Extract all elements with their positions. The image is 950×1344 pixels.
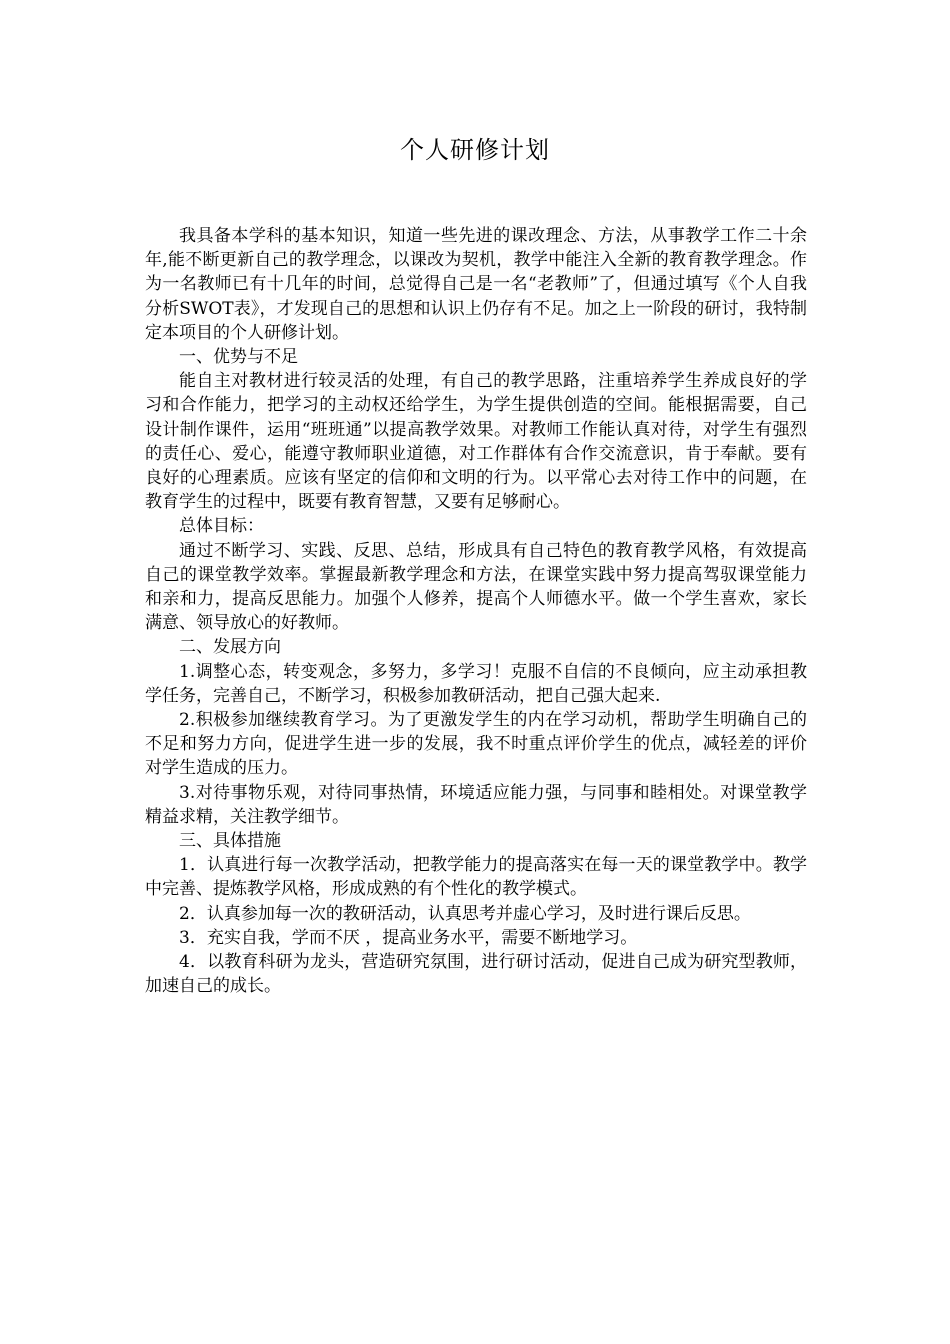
measure-item-2: 2．认真参加每一次的教研活动，认真思考并虚心学习，及时进行课后反思。 [179,903,751,924]
strengths-paragraph: 能自主对教材进行较灵活的处理，有自己的教学思路，注重培养学生养成良好的学习和合作能力，把学习的主动权还给学生，为学生提供创造的空间。能根据需要，自己设计制作课件，运用“班班通”以提高教学效果。对教师工作能认真对待，对学生有强烈的责任心、爱心，能遵守教师职业道德，对工作群体有合作交流意识，肯于奉献。要有良好的心理素质。应该有坚定的信仰和文明的行为。以平常心去对待工作中的问题，在教育学生的过程中，既要有教育智慧，又要有足够耐心。 [145,371,807,513]
measure-item-4: 4．以教育科研为龙头，营造研究氛围，进行研讨活动，促进自己成为研究型教师，加速自己的成长。 [145,952,807,997]
document-title: 个人研修计划 [400,136,550,164]
section-heading-measures: 三、具体措施 [179,831,281,852]
intro-paragraph: 我具备本学科的基本知识，知道一些先进的课改理念、方法，从事教学工作二十余年,能不断更新自己的教学理念，以课改为契机，教学中能注入全新的教育教学理念。作为一名教师已有十几年的时间，总觉得自己是一名“老教师”了，但通过填写《个人自我分析SWOT表》，才发现自己的思想和认识上仍存有不足。加之上一阶段的研讨，我特制定本项目的个人研修计划。 [145,226,807,343]
overall-goal-paragraph: 通过不断学习、实践、反思、总结，形成具有自己特色的教育教学风格，有效提高自己的课堂教学效率。掌握最新教学理念和方法，在课堂实践中努力提高驾驭课堂能力和亲和力，提高反思能力。加强个人修养，提高个人师德水平。做一个学生喜欢，家长满意、领导放心的好教师。 [145,540,807,634]
direction-item-1: 1.调整心态，转变观念，多努力，多学习！克服不自信的不良倾向，应主动承担教学任务，完善自己，不断学习，积极参加教研活动，把自己强大起来. [145,661,807,706]
direction-item-3: 3.对待事物乐观，对待同事热情，环境适应能力强，与同事和睦相处。对课堂教学精益求精，关注教学细节。 [145,782,807,827]
direction-item-2: 2.积极参加继续教育学习。为了更激发学生的内在学习动机，帮助学生明确自己的不足和努力方向，促进学生进一步的发展，我不时重点评价学生的优点，减轻差的评价对学生造成的压力。 [145,710,807,779]
measure-item-1: 1．认真进行每一次教学活动，把教学能力的提高落实在每一天的课堂教学中。教学中完善、提炼教学风格，形成成熟的有个性化的教学模式。 [145,855,807,900]
document-body [145,224,807,999]
section-heading-overall-goal: 总体目标： [179,516,264,537]
section-heading-strengths: 一、优势与不足 [179,347,298,368]
section-heading-direction: 二、发展方向 [179,637,281,658]
measure-item-3: 3．充实自我，学而不厌 ，提高业务水平，需要不断地学习。 [179,927,638,948]
